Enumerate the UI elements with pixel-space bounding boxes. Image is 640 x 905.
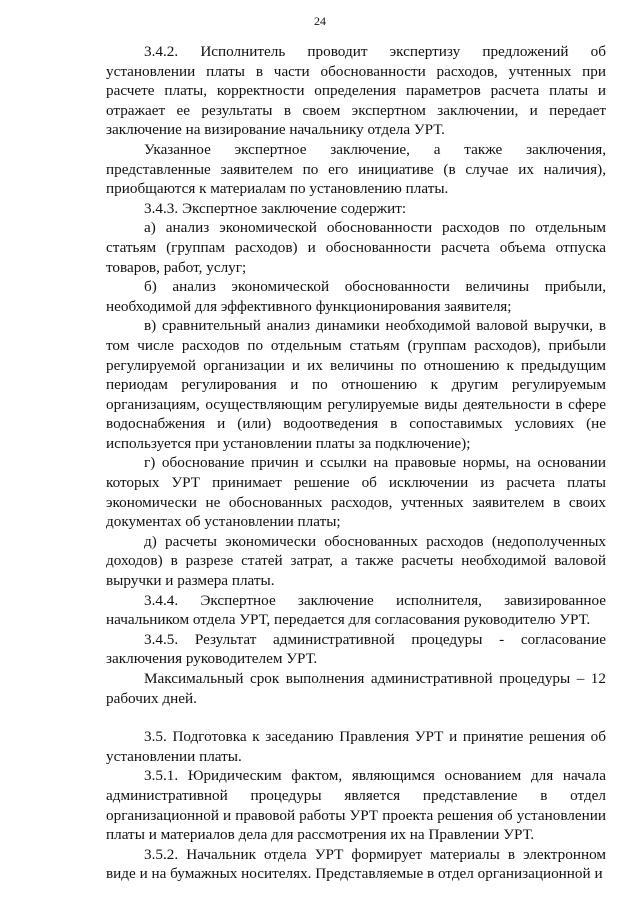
paragraph-3-5: 3.5. Подготовка к заседанию Правления УРТ и принятие решения об установлении платы. <box>106 728 606 765</box>
paragraph-item-a: а) анализ экономической обоснованности расходов по отдельным статьям (группам расходов) и обоснованности расчета объема отпуска товаров, работ, услуг; <box>106 219 606 276</box>
paragraph-3-5-2: 3.5.2. Начальник отдела УРТ формирует материалы в электронном виде и на бумажных носителях. Представляемые в отдел организационной и <box>106 845 606 883</box>
paragraph-3-4-5: 3.4.5. Результат административной процедуры - согласование заключения руководителем УРТ. <box>106 630 606 668</box>
paragraph-max-term: Максимальный срок выполнения административной процедуры – 12 рабочих дней. <box>106 670 606 707</box>
paragraph-item-v: в) сравнительный анализ динамики необходимой валовой выручки, в том числе расходов по отдельным статьям (группам расходов), прибыли регулируемой организации и их величины по отношению к предыдущим периодам регулирования и по отношению к другим регулируемым организациям, осуществляющим регулируемые виды деятельности в сфере водоснабжения и (или) водоотведения в сопоставимых условиях (не используется при установлении платы за подключение); <box>106 317 606 452</box>
paragraph-3-4-2: 3.4.2. Исполнитель проводит экспертизу предложений об установлении платы в части обоснованности расходов, учтенных при расчете платы, корректности определения параметров расчета платы и отражает ее результаты в своем экспертном заключении, и передает заключение на визирование начальнику отдела УРТ. <box>106 43 606 139</box>
paragraph-3-5-1: 3.5.1. Юридическим фактом, являющимся основанием для начала административной процедуры является представление в отдел организационной и правовой работы УРТ проекта решения об установлении платы и материалов дела для рассмотрения их на Правлении УРТ. <box>106 767 606 844</box>
paragraph-item-b: б) анализ экономической обоснованности величины прибыли, необходимой для эффективного функционирования заявителя; <box>106 278 606 315</box>
paragraph-item-d: д) расчеты экономически обоснованных расходов (недополученных доходов) в разрезе статей затрат, а также расчеты необходимой валовой выручки и размера платы. <box>106 532 606 590</box>
paragraph-3-4-4: 3.4.4. Экспертное заключение исполнителя, завизированное начальником отдела УРТ, передается для согласования руководителю УРТ. <box>106 591 606 629</box>
paragraph-expert-conclusion: Указанное экспертное заключение, а также заключения, представленные заявителем по его инициативе (в случае их наличия), приобщаются к материалам по установлению платы. <box>106 140 606 198</box>
page-number: 24 <box>314 14 326 28</box>
document-body <box>106 42 606 884</box>
paragraph-item-g: г) обоснование причин и ссылки на правовые нормы, на основании которых УРТ принимает решение об исключении из расчета платы экономически не обоснованных расходов, учтенных заявителем в своих документах об установлении платы; <box>106 454 606 531</box>
paragraph-3-4-3: 3.4.3. Экспертное заключение содержит: <box>144 199 407 217</box>
